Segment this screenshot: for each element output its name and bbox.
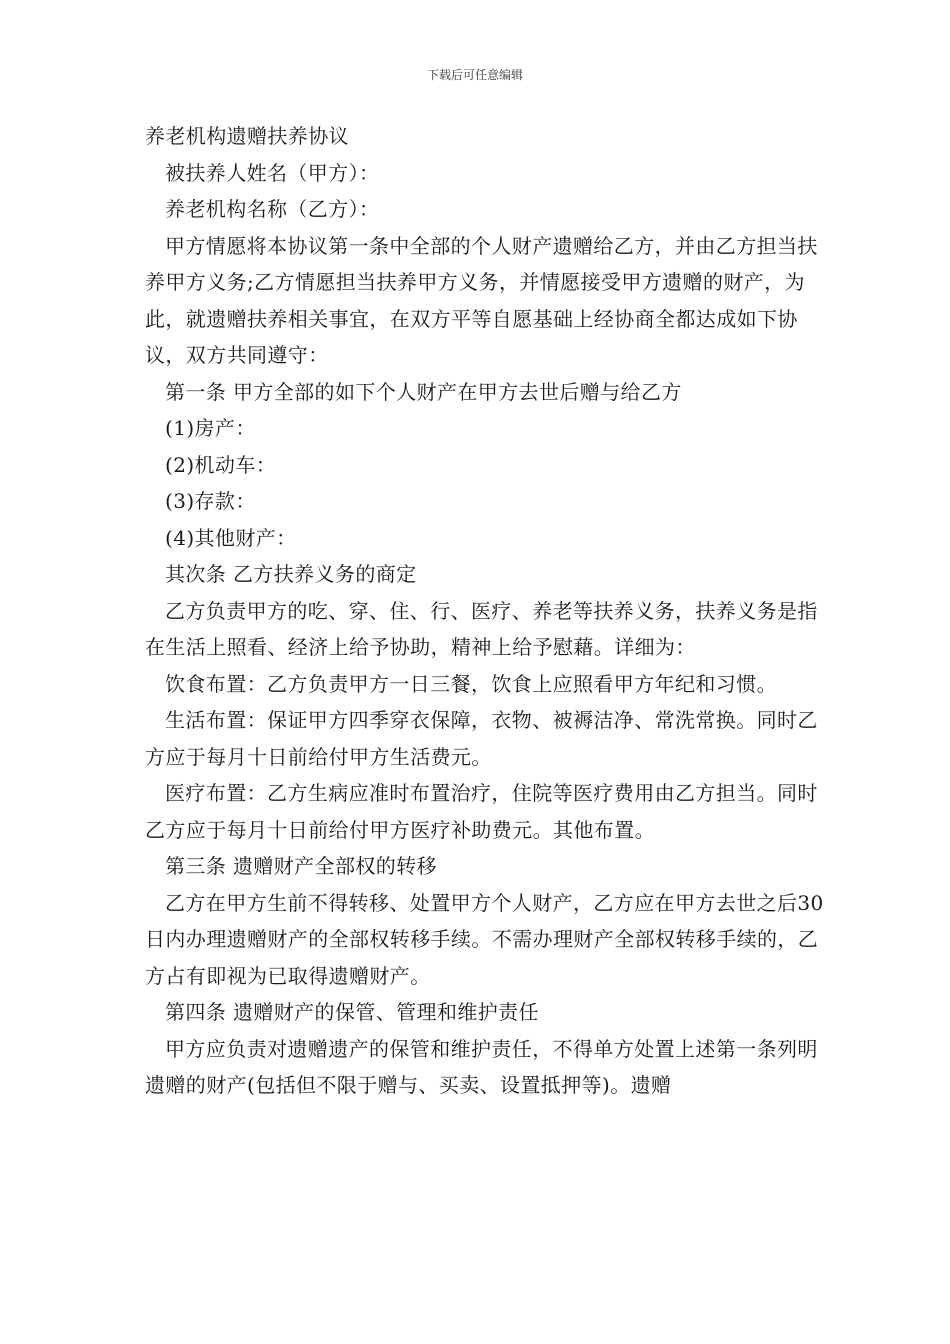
- article-4-title: 第四条 遗赠财产的保管、管理和维护责任: [165, 1000, 539, 1024]
- article-3-paragraph: 乙方在甲方生前不得转移、处置甲方个人财产，乙方应在甲方去世之后30日内办理遗赠财产的全部权转移手续。不需办理财产全部权转移手续的，乙方占有即视为已取得遗赠财产。: [145, 890, 824, 988]
- document-body: [145, 118, 835, 1104]
- document-title: 养老机构遗赠扶养协议: [145, 124, 349, 148]
- article-2-paragraph: 乙方负责甲方的吃、穿、住、行、医疗、养老等扶养义务，扶养义务是指在生活上照看、经济上给予协助，精神上给予慰藉。详细为：: [145, 598, 818, 659]
- party-a-field: 被扶养人姓名（甲方）：: [165, 160, 380, 185]
- property-item: (1)房产：: [165, 416, 256, 440]
- header-note: 下载后可任意编辑: [426, 68, 523, 82]
- intro-paragraph: 甲方情愿将本协议第一条中全部的个人财产遗赠给乙方，并由乙方担当扶养甲方义务;乙方情愿担当扶养甲方义务，并情愿接受甲方遗赠的财产，为此，就遗赠扶养相关事宜，在双方平等自愿基础上经协商全都达成如下协议，双方共同遵守：: [145, 233, 818, 367]
- property-item: (4)其他财产：: [165, 525, 297, 550]
- party-b-field: 养老机构名称（乙方）：: [165, 197, 380, 221]
- article-3-title: 第三条 遗赠财产全部权的转移: [165, 854, 437, 878]
- medical-arrangement: 医疗布置：乙方生病应准时布置治疗，住院等医疗费用由乙方担当。同时乙方应于每月十日前给付甲方医疗补助费元。其他布置。: [145, 781, 818, 842]
- article-4-paragraph: 甲方应负责对遗赠遗产的保管和维护责任，不得单方处置上述第一条列明遗赠的财产(包括但不限于赠与、买卖、设置抵押等)。遗赠: [145, 1036, 818, 1097]
- life-arrangement: 生活布置：保证甲方四季穿衣保障，衣物、被褥洁净、常洗常换。同时乙方应于每月十日前给付甲方生活费元。: [145, 708, 818, 769]
- property-item: (2)机动车：: [165, 452, 277, 477]
- property-item: (3)存款：: [165, 489, 256, 513]
- article-1-title: 第一条 甲方全部的如下个人财产在甲方去世后赠与给乙方: [165, 379, 682, 404]
- food-arrangement: 饮食布置：乙方负责甲方一日三餐，饮食上应照看甲方年纪和习惯。: [165, 671, 777, 696]
- article-2-title: 其次条 乙方扶养义务的商定: [165, 562, 417, 586]
